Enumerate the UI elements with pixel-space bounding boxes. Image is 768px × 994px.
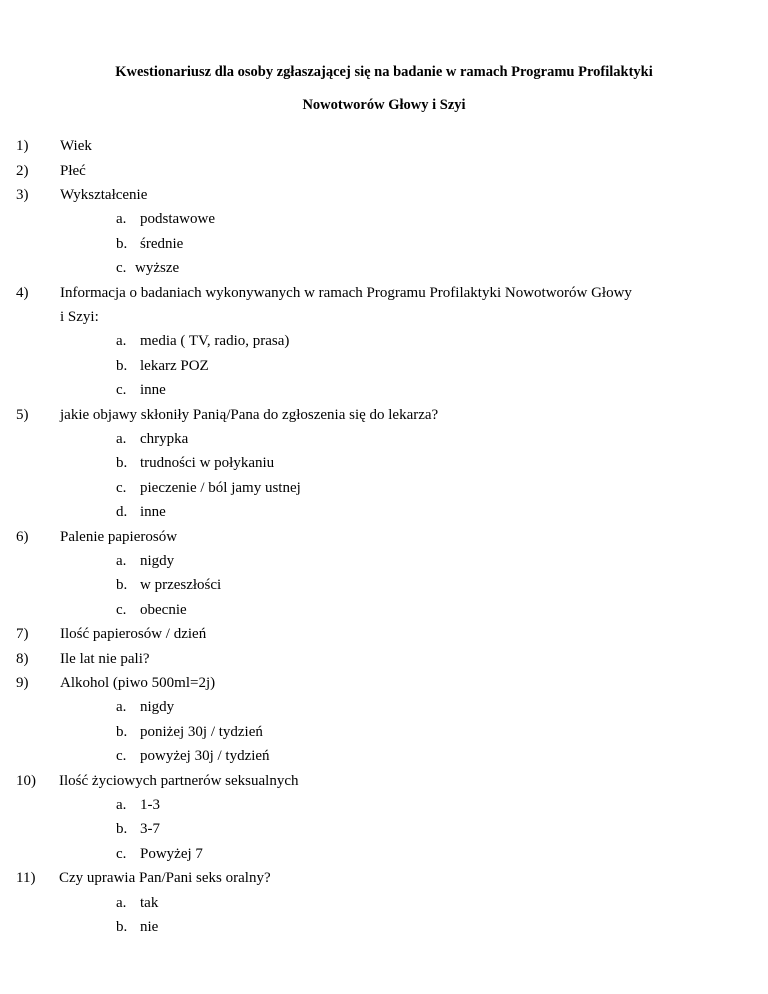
question-8 — [16, 649, 150, 669]
option-letter: a. — [116, 211, 127, 227]
option-letter: b. — [116, 236, 128, 252]
option-text: inne — [140, 382, 166, 398]
question-2 — [16, 161, 86, 181]
option-text: w przeszłości — [140, 577, 222, 593]
option-letter: c. — [116, 748, 127, 764]
option-9c — [116, 746, 270, 766]
option-5b — [116, 453, 274, 473]
option-3a — [116, 209, 215, 229]
option-letter: d. — [116, 504, 128, 520]
question-text: Palenie papierosów — [60, 529, 178, 545]
question-number: 3) — [16, 187, 29, 203]
question-text: Informacja o badaniach wykonywanych w ramach Programu Profilaktyki Nowotworów Głowy — [60, 285, 632, 301]
question-number: 1) — [16, 138, 29, 154]
option-text: inne — [140, 504, 166, 520]
option-text: Powyżej 7 — [140, 846, 203, 862]
option-letter: c. — [116, 260, 127, 276]
option-text: nigdy — [140, 553, 175, 569]
option-text: powyżej 30j / tydzień — [140, 748, 270, 764]
question-4 — [16, 283, 632, 303]
option-9a — [116, 697, 174, 717]
option-10a — [116, 795, 160, 815]
question-text: Czy uprawia Pan/Pani seks oralny? — [59, 870, 271, 886]
question-number: 6) — [16, 529, 29, 545]
option-letter: b. — [116, 821, 128, 837]
document-title-line-1: Kwestionariusz dla osoby zgłaszającej się na badanie w ramach Programu Profilaktyki — [115, 64, 653, 80]
option-text: chrypka — [140, 431, 189, 447]
option-letter: b. — [116, 455, 128, 471]
document-title-line-2: Nowotworów Głowy i Szyi — [302, 97, 466, 113]
option-9b — [116, 722, 263, 742]
question-number: 9) — [16, 675, 29, 691]
question-9 — [16, 673, 215, 693]
option-letter: a. — [116, 797, 127, 813]
question-text: Ilość papierosów / dzień — [60, 626, 207, 642]
question-7 — [16, 624, 206, 644]
option-letter: c. — [116, 480, 127, 496]
question-number: 7) — [16, 626, 29, 642]
option-text: media ( TV, radio, prasa) — [140, 333, 290, 349]
option-text: średnie — [140, 236, 184, 252]
option-letter: a. — [116, 895, 127, 911]
option-text: 3-7 — [140, 821, 160, 837]
option-11a — [116, 893, 158, 913]
option-text: podstawowe — [140, 211, 215, 227]
question-text: Ile lat nie pali? — [60, 651, 150, 667]
question-number: 8) — [16, 651, 29, 667]
option-text: lekarz POZ — [140, 358, 209, 374]
question-4-continuation: i Szyi: — [60, 309, 99, 325]
option-letter: a. — [116, 333, 127, 349]
option-text: nigdy — [140, 699, 175, 715]
option-10b — [116, 819, 160, 839]
question-5 — [16, 405, 438, 425]
option-letter: b. — [116, 724, 128, 740]
option-10c — [116, 844, 203, 864]
option-letter: a. — [116, 699, 127, 715]
option-3b — [116, 234, 183, 254]
question-3 — [16, 185, 147, 205]
option-4c — [116, 380, 166, 400]
question-number: 10) — [16, 773, 36, 789]
question-number: 4) — [16, 285, 29, 301]
question-1 — [16, 136, 92, 156]
option-text: obecnie — [140, 602, 187, 618]
option-letter: c. — [116, 846, 127, 862]
option-text: 1-3 — [140, 797, 160, 813]
option-text: wyższe — [135, 260, 180, 276]
question-text: Ilość życiowych partnerów seksualnych — [59, 773, 299, 789]
question-6 — [16, 527, 177, 547]
question-11 — [16, 868, 271, 888]
option-text: trudności w połykaniu — [140, 455, 275, 471]
option-11b — [116, 917, 158, 937]
option-5a — [116, 429, 188, 449]
option-letter: a. — [116, 553, 127, 569]
option-letter: b. — [116, 919, 128, 935]
option-5d — [116, 502, 166, 522]
option-6a — [116, 551, 174, 571]
option-4b — [116, 356, 209, 376]
question-10 — [16, 771, 299, 791]
question-number: 5) — [16, 407, 29, 423]
option-letter: b. — [116, 358, 128, 374]
option-5c — [116, 478, 301, 498]
option-text: pieczenie / ból jamy ustnej — [140, 480, 301, 496]
option-6b — [116, 575, 221, 595]
question-text: Wykształcenie — [60, 187, 148, 203]
option-letter: c. — [116, 382, 127, 398]
option-3c — [116, 258, 179, 278]
option-4a — [116, 331, 289, 351]
option-text: nie — [140, 919, 159, 935]
question-text: Wiek — [60, 138, 92, 154]
question-number: 2) — [16, 163, 29, 179]
question-number: 11) — [16, 870, 36, 886]
question-text: jakie objawy skłoniły Panią/Pana do zgłoszenia się do lekarza? — [60, 407, 439, 423]
question-text: Płeć — [60, 163, 86, 179]
option-text: poniżej 30j / tydzień — [140, 724, 263, 740]
option-text: tak — [140, 895, 159, 911]
option-letter: c. — [116, 602, 127, 618]
option-6c — [116, 600, 187, 620]
option-letter: b. — [116, 577, 128, 593]
question-text: Alkohol (piwo 500ml=2j) — [60, 675, 216, 691]
option-letter: a. — [116, 431, 127, 447]
